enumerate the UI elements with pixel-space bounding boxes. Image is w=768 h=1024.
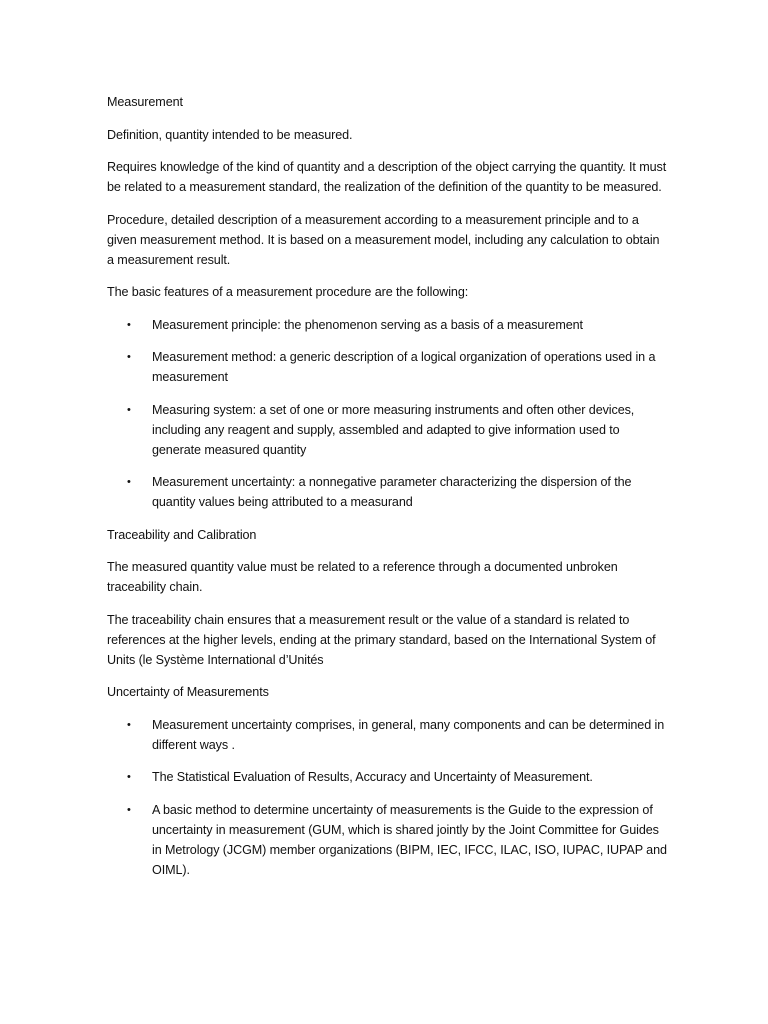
list-item (107, 400, 667, 460)
bullet-icon: • (127, 718, 131, 731)
bullet-icon: • (127, 403, 131, 416)
uncertainty-list (107, 715, 667, 880)
list-item-text: A basic method to determine uncertainty of measurements is the Guide to the expression of uncertainty in measurement (GUM, which is shared jointly by the Joint Committee for Guides in Metrology (JCGM) member organizations (BIPM, IEC, IFCC, ILAC, ISO, IUPAC, IUPAP and OIML). (152, 802, 667, 877)
list-item-text: Measurement uncertainty comprises, in general, many components and can be determined in different ways . (152, 717, 665, 752)
list-item-text: Measurement uncertainty: a nonnegative parameter characterizing the dispersion of the quantity values being attributed to a measurand (152, 475, 632, 509)
list-item (107, 767, 667, 787)
traceability-chain-paragraph: The traceability chain ensures that a measurement result or the value of a standard is related to references at the higher levels, ending at the primary standard, based on the International System of Units (le Système International d’Unités (107, 612, 656, 667)
traceability-paragraph: The measured quantity value must be related to a reference through a documented unbroken traceability chain. (107, 560, 618, 594)
list-item (107, 472, 667, 512)
list-item-text: Measuring system: a set of one or more measuring instruments and often other devices, including any reagent and supply, assembled and adapted to give information used to generate measured quantity (152, 402, 635, 457)
list-item-text: The Statistical Evaluation of Results, Accuracy and Uncertainty of Measurement. (152, 770, 593, 784)
features-intro-paragraph: The basic features of a measurement procedure are the following: (107, 285, 469, 299)
list-item (107, 715, 667, 755)
section-heading-uncertainty: Uncertainty of Measurements (107, 685, 269, 699)
definition-paragraph: Definition, quantity intended to be measured. (107, 127, 353, 142)
list-item-text: Measurement principle: the phenomenon serving as a basis of a measurement (152, 317, 583, 332)
list-item-text: Measurement method: a generic description of a logical organization of operations used in a measurement (152, 350, 656, 384)
bullet-icon: • (127, 476, 131, 488)
bullet-icon: • (127, 771, 131, 783)
measurement-features-list (107, 315, 667, 513)
requirements-paragraph: Requires knowledge of the kind of quantity and a description of the object carrying the quantity. It must be related to a measurement standard, the realization of the definition of the quantity to be measured. (107, 160, 667, 194)
bullet-icon: • (127, 351, 131, 363)
list-item (107, 315, 667, 335)
list-item (107, 800, 667, 880)
document-page (107, 92, 667, 892)
bullet-icon: • (127, 803, 131, 816)
bullet-icon: • (127, 318, 131, 331)
section-heading-traceability: Traceability and Calibration (107, 527, 257, 542)
section-heading-measurement: Measurement (107, 95, 183, 109)
procedure-paragraph: Procedure, detailed description of a measurement according to a measurement principle and to a given measurement method. It is based on a measurement model, including any calculation to obtain a measurement result. (107, 212, 660, 267)
list-item (107, 347, 667, 387)
